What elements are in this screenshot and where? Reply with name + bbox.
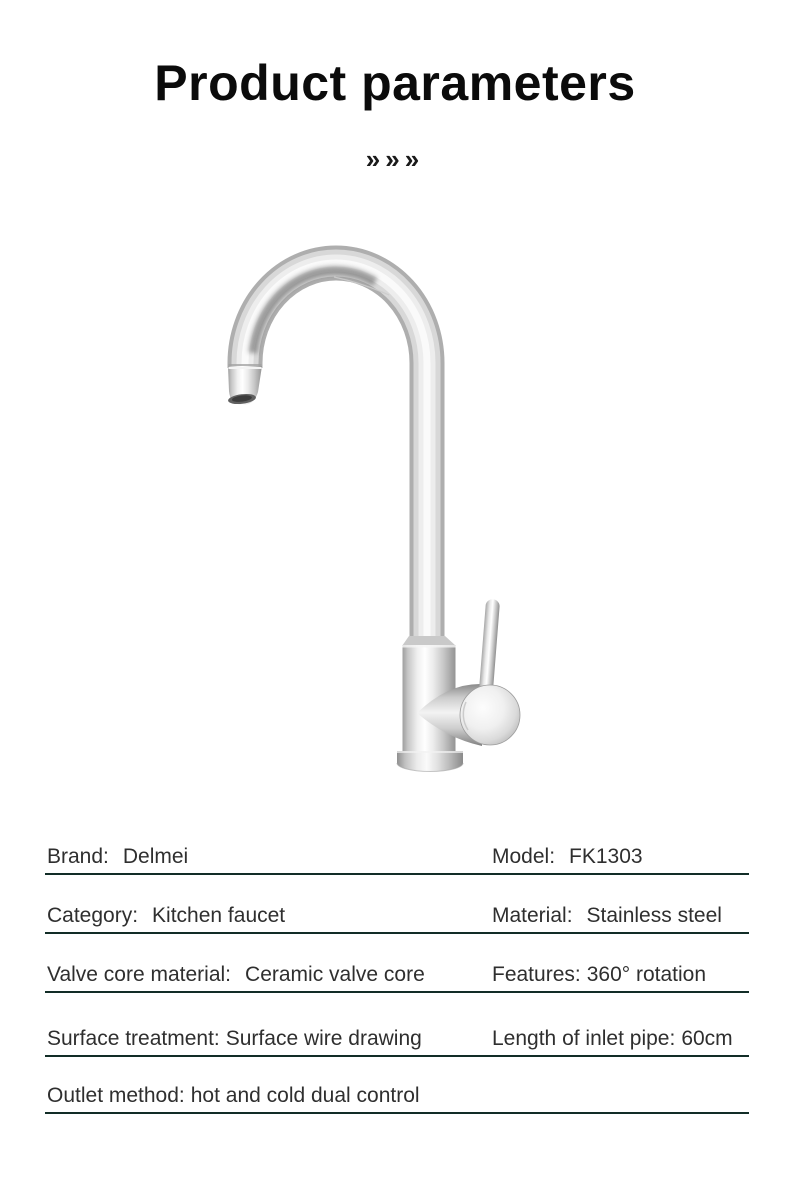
spec-row-category-material [45,902,749,934]
spec-value: 360° rotation [586,963,707,986]
spec-row-outlet-method [45,1082,749,1114]
page-title: Product parameters [154,55,636,111]
spec-cell-inlet-pipe-length [492,1025,733,1052]
spec-label: Length of inlet pipe: [492,1027,676,1050]
spec-label: Outlet method: [47,1084,185,1107]
spec-value: FK1303 [569,845,643,868]
spec-row-brand-model [45,843,749,875]
spec-cell-outlet-method [47,1082,420,1109]
spec-value: Kitchen faucet [152,904,286,927]
spec-value: Surface wire drawing [225,1027,422,1050]
spec-cell-material [492,902,722,929]
spec-value: Delmei [122,845,189,868]
spec-cell-valve-core-material [47,961,425,988]
spec-label: Valve core material: [47,963,232,986]
spec-value: Stainless steel [586,904,722,927]
spec-cell-features [492,961,706,988]
spec-value: Ceramic valve core [245,963,425,986]
spec-label: Category: [47,904,139,927]
spec-label: Model: [492,845,556,868]
spec-row-surface-inletpipe [45,1025,749,1057]
spec-cell-category [47,902,285,929]
spec-label: Material: [492,904,573,927]
spec-label: Surface treatment: [47,1027,220,1050]
spec-cell-brand [47,843,188,870]
spec-label: Brand: [47,845,109,868]
spec-label: Features: [492,963,581,986]
spec-cell-surface-treatment [47,1025,422,1052]
spec-value: hot and cold dual control [190,1084,420,1107]
spec-row-valvecore-features [45,961,749,993]
triple-chevron-decoration: »»» [365,144,425,174]
spec-cell-model [492,843,643,870]
spec-value: 60cm [681,1027,733,1050]
